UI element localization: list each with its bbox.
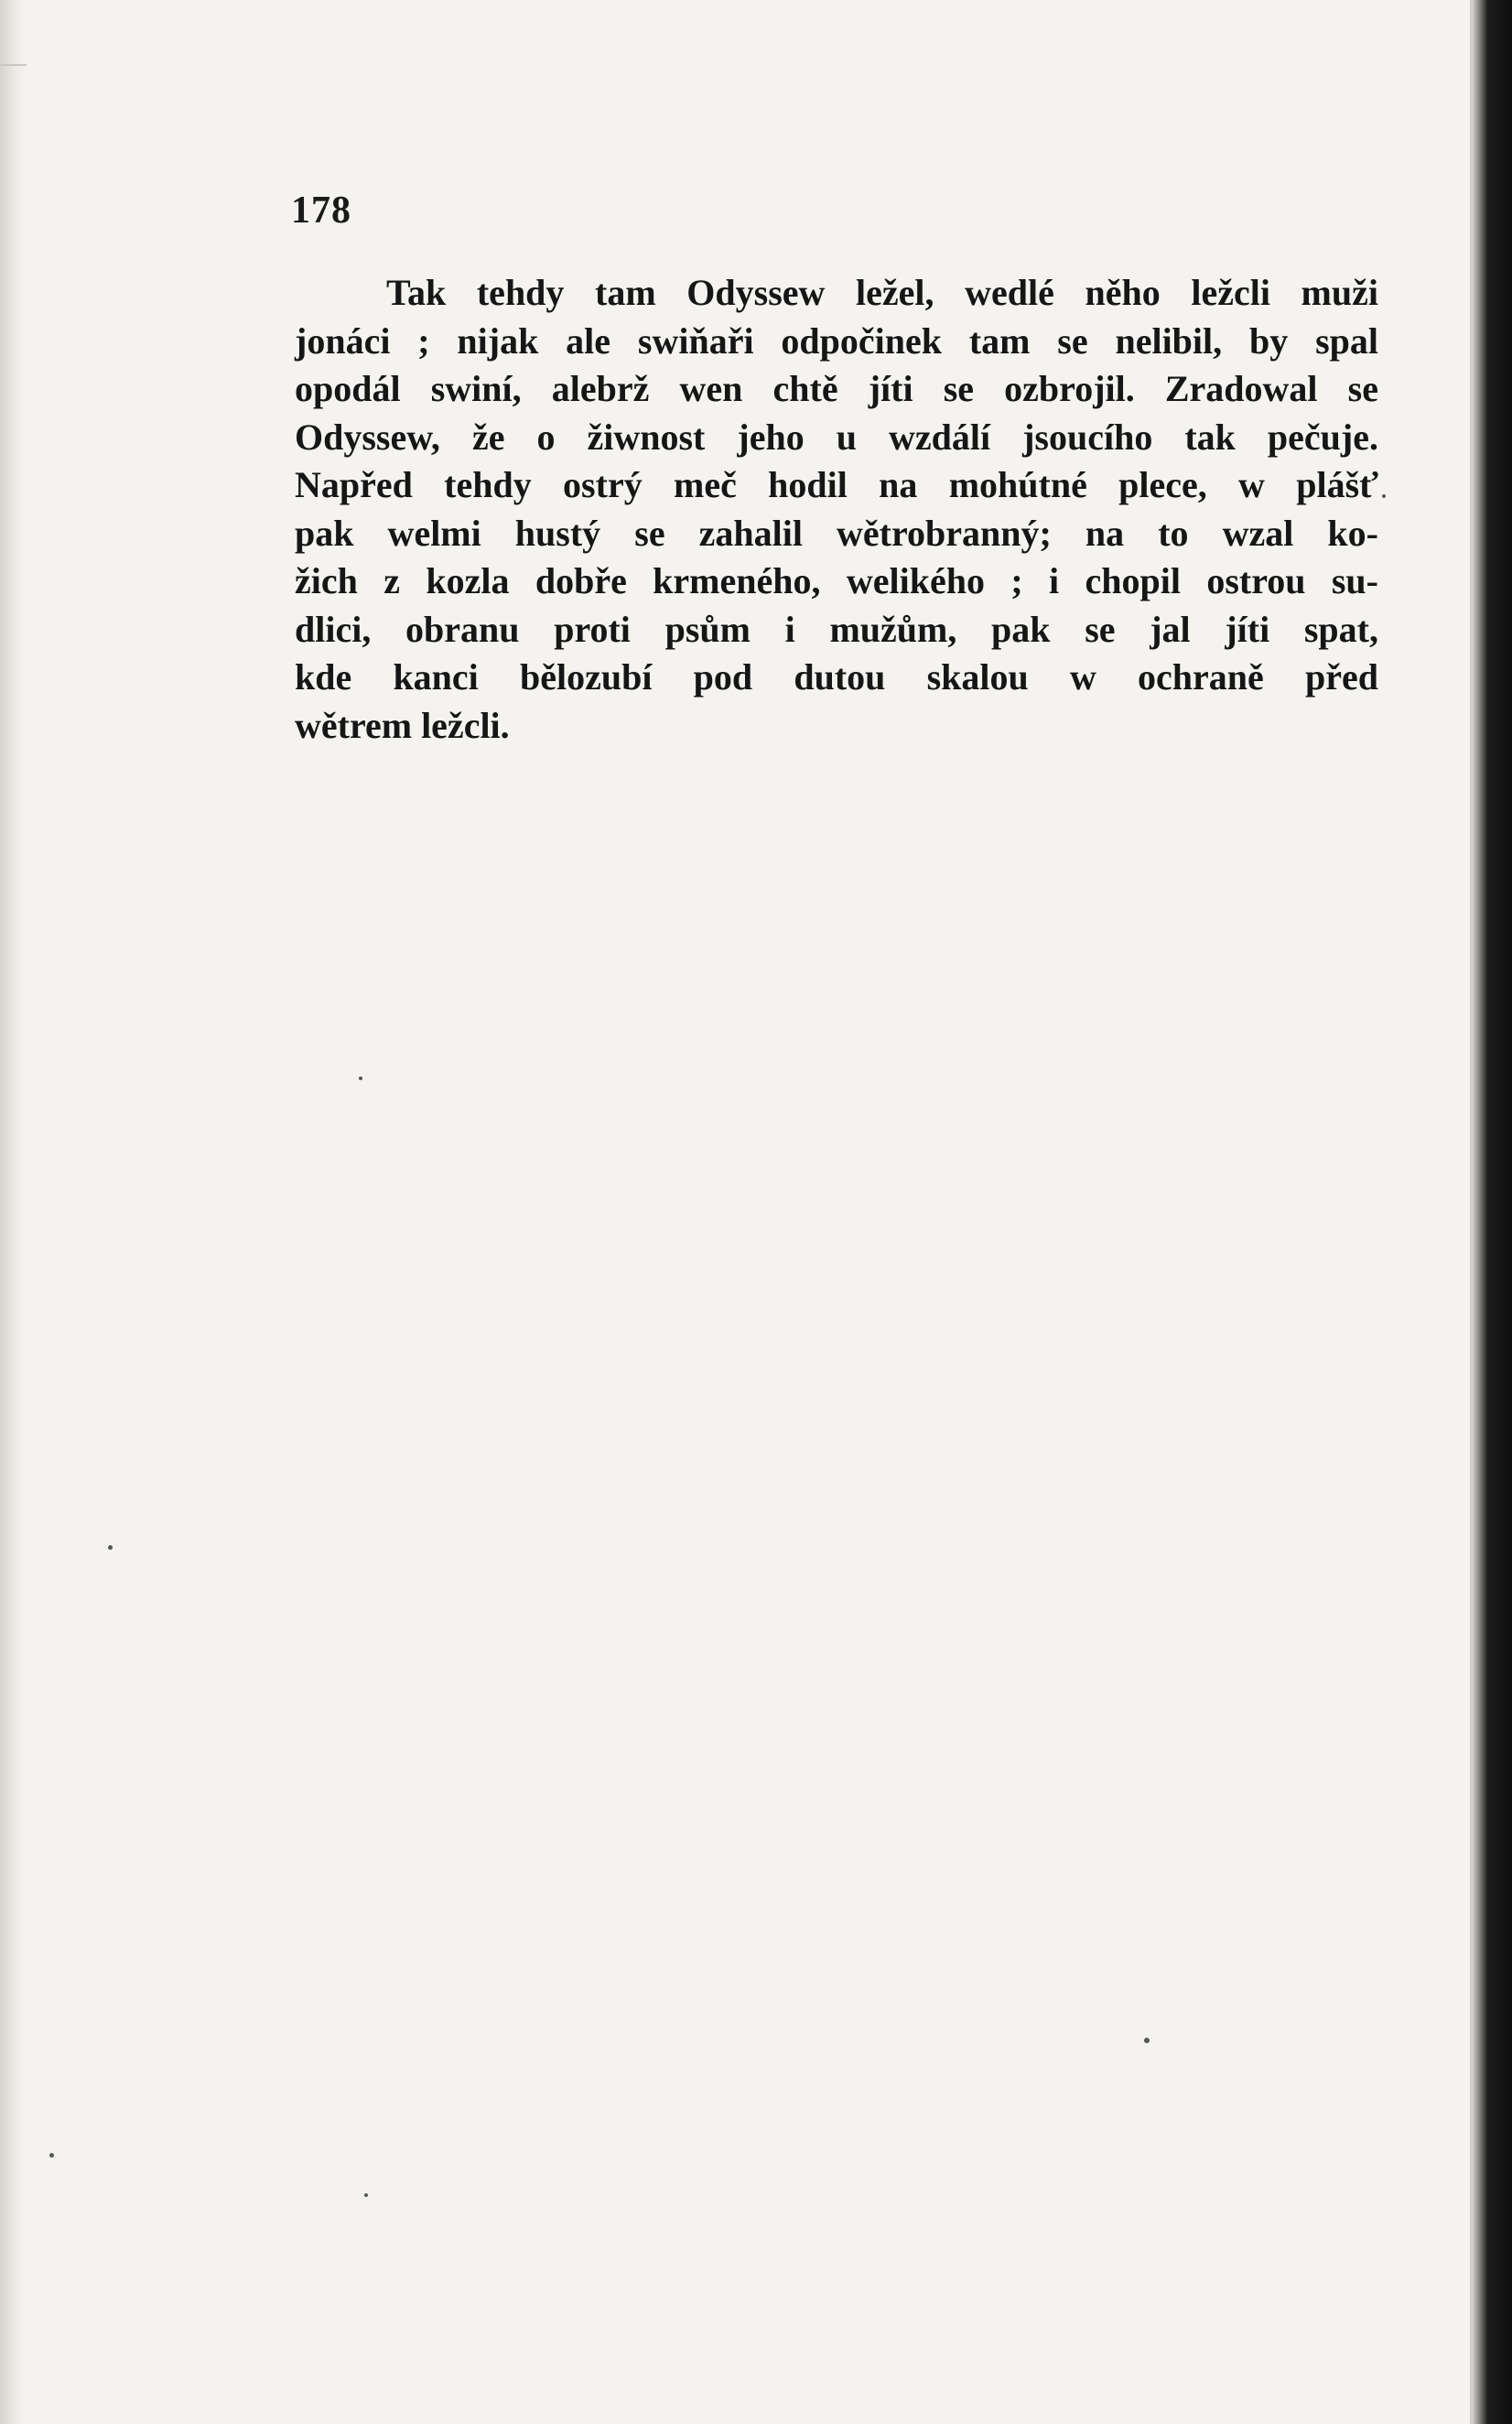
speck: [364, 2193, 368, 2197]
text-line: žich z kozla dobře krmeného, welikého ; i chopil ostrou su-: [295, 560, 1378, 601]
text-line: opodál swiní, alebrž wen chtě jíti se ozbrojil. Zradowal se: [295, 368, 1378, 409]
speck: [359, 1077, 362, 1080]
text-line: Odyssew, že o žiwnost jeho u wzdálí jsoucího tak pečuje.: [295, 416, 1378, 458]
speck: [108, 1545, 113, 1550]
text-line: kde kanci bělozubí pod dutou skalou w ochraně před: [295, 656, 1378, 698]
page-corner-fold: [0, 0, 64, 66]
scan-border: [1472, 0, 1512, 2424]
text-line: Tak tehdy tam Odyssew ležel, wedlé něho ležcli muži: [386, 272, 1378, 313]
page-number: 178: [291, 189, 351, 232]
text-line: pak welmi hustý se zahalil wětrobranný; na to wzal ko-: [295, 512, 1378, 554]
speck: [1382, 494, 1386, 498]
text-line: dlici, obranu proti psům i mužům, pak se jal jíti spat,: [295, 608, 1378, 650]
speck: [49, 2153, 54, 2158]
text-line: jonáci ; nijak ale swiňaři odpočinek tam se nelibil, by spal: [295, 319, 1378, 362]
text-line: Napřed tehdy ostrý meč hodil na mohútné plece, w plášť: [295, 464, 1378, 505]
speck: [1144, 2038, 1150, 2043]
page-spine-shadow: [0, 0, 26, 2424]
paragraph: [295, 269, 1378, 750]
text-line: wětrem ležcli.: [295, 704, 510, 746]
